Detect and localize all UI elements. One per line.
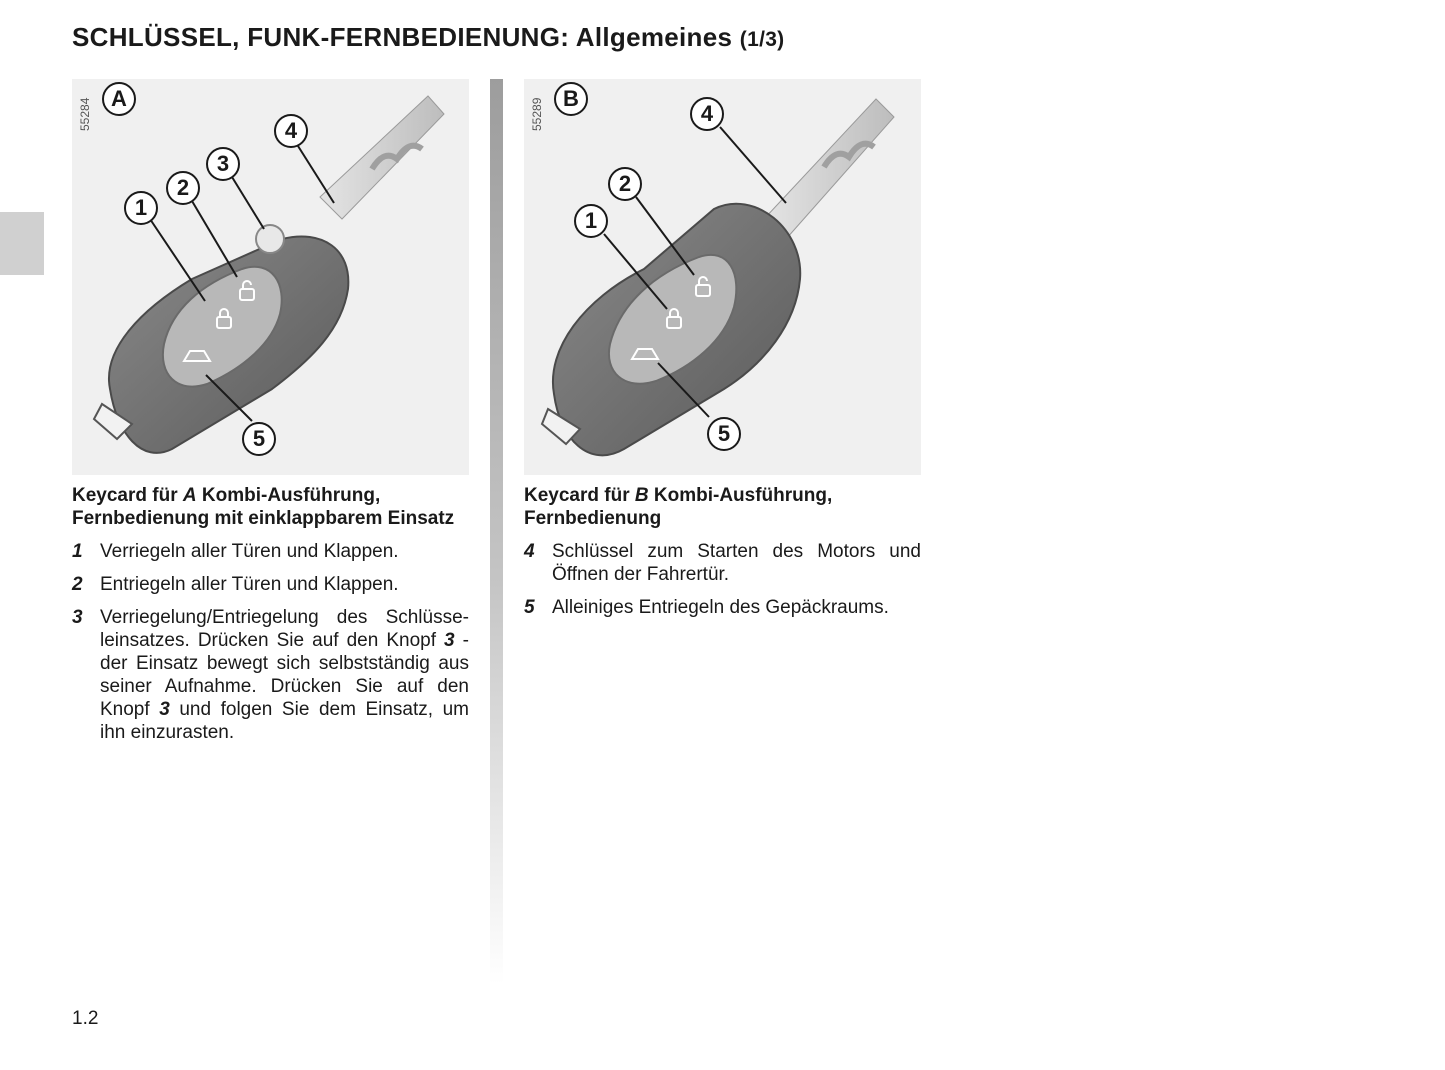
callout-5: 5: [242, 422, 276, 456]
heading-text: Kombi-Ausführung, Fernbedienung: [524, 485, 833, 529]
item-number: 3: [72, 607, 83, 628]
callout-5: 5: [707, 417, 741, 451]
section-b-heading: [524, 484, 921, 530]
figure-code: 55289: [530, 97, 544, 131]
key-blade: [764, 99, 894, 239]
item-reference: 3: [444, 630, 455, 651]
section-a: [72, 484, 469, 754]
figure-a: [72, 79, 469, 475]
item-text-part: und folgen Sie dem Einsatz, um ihn einzurasten.: [100, 699, 470, 743]
page-indicator: (1/3): [739, 28, 785, 51]
callout-3: 3: [206, 147, 240, 181]
item-text: Schlüssel zum Starten des Motors und Öffnen der Fahrertür.: [552, 541, 921, 585]
figure-code: 55284: [78, 97, 92, 131]
leader-line-2: [192, 201, 237, 277]
leader-line-4: [720, 127, 786, 203]
section-a-heading: [72, 484, 469, 530]
item-number: 5: [524, 597, 535, 618]
leader-line-4: [298, 146, 334, 203]
item-text: [100, 606, 469, 744]
release-button: [256, 225, 284, 253]
item-text-part: Verriegelung/Entriegelung des Schlüsseleinsatzes. Drücken Sie auf den Knopf: [100, 607, 469, 651]
page-number: 1.2: [72, 1008, 99, 1029]
page-title-text: SCHLÜSSEL, FUNK-FERNBEDIENUNG: Allgemeines: [72, 22, 733, 52]
list-item: [72, 573, 469, 596]
heading-text: Kombi-Ausführung, Fernbedienung mit einklappbarem Einsatz: [72, 485, 455, 529]
list-item: [72, 540, 469, 563]
heading-letter: B: [634, 485, 649, 506]
callout-1: 1: [124, 191, 158, 225]
heading-letter: A: [182, 485, 197, 506]
callout-2: 2: [608, 167, 642, 201]
item-reference: 3: [159, 699, 170, 720]
leader-line-3: [232, 177, 264, 229]
item-number: 1: [72, 541, 83, 562]
page-title: [72, 22, 784, 53]
item-number: 2: [72, 574, 83, 595]
item-text-part: - der Einsatz bewegt sich selbstständig aus seiner Aufnahme. Drücken Sie auf den Knopf: [100, 630, 470, 720]
key-illustration-b: [524, 79, 921, 475]
list-item: [524, 540, 921, 586]
column-divider: [490, 79, 503, 984]
callout-2: 2: [166, 171, 200, 205]
item-text: Alleiniges Entriegeln des Gepäckraums.: [552, 597, 889, 618]
section-b: [524, 484, 921, 629]
heading-text: Keycard für: [72, 485, 183, 506]
callout-4: 4: [274, 114, 308, 148]
callout-4: 4: [690, 97, 724, 131]
callout-1: 1: [574, 204, 608, 238]
list-item: [72, 606, 469, 744]
item-text: Entriegeln aller Türen und Klappen.: [100, 574, 399, 595]
list-item: [524, 596, 921, 619]
item-text: Verriegeln aller Türen und Klappen.: [100, 541, 399, 562]
figure-label: A: [102, 82, 136, 116]
figure-b: [524, 79, 921, 475]
section-side-tab: [0, 212, 44, 275]
item-number: 4: [524, 541, 535, 562]
heading-text: Keycard für: [524, 485, 635, 506]
key-illustration-a: [72, 79, 469, 475]
figure-label: B: [554, 82, 588, 116]
